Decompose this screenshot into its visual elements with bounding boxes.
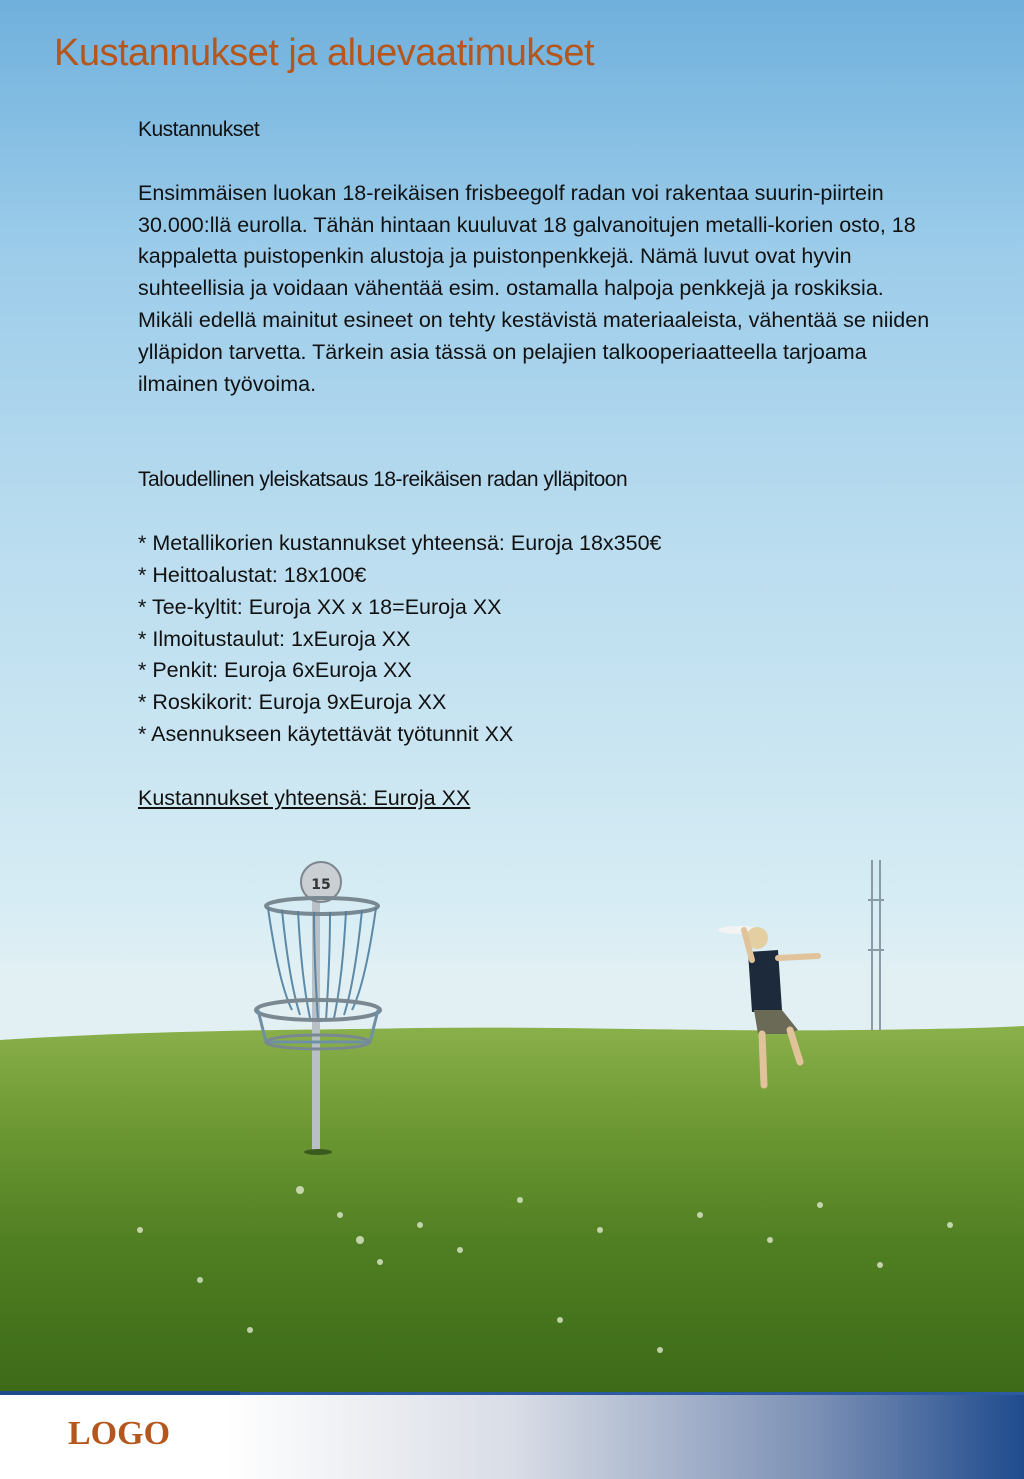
overview-heading: Taloudellinen yleiskatsaus 18-reikäisen radan ylläpitoon	[138, 468, 628, 492]
costs-paragraph: Ensimmäisen luokan 18-reikäisen frisbeegolf radan voi rakentaa suurin-piirtein 30.000:llä eurolla. Tähän hintaan kuuluvat 18 galvanoitujen metalli-korien osto, 18 kappaletta puistopenkin alustoja ja puistonpenkkejä. Nämä luvut ovat hyvin suhteellisia ja voidaan vähentää esim. ostamalla halpoja penkkejä ja roskiksia. Mikäli edellä mainitut esineet on tehty kestävistä materiaaleista, vähentää se niiden ylläpidon tarvetta. Tärkein asia tässä on pelajien talkooperiaatteella tarjoama ilmainen työvoima.	[138, 180, 930, 396]
main-content	[138, 114, 938, 815]
list-item: * Ilmoitustaulut: 1xEuroja XX	[138, 626, 411, 651]
costs-heading: Kustannukset	[138, 118, 260, 141]
list-item: * Metallikorien kustannukset yhteensä: Euroja 18x350€	[138, 531, 662, 556]
list-item: * Tee-kyltit: Euroja XX x 18=Euroja XX	[138, 594, 502, 619]
basket-number: 15	[311, 877, 331, 893]
list-item: * Penkit: Euroja 6xEuroja XX	[138, 658, 412, 683]
costs-total: Kustannukset yhteensä: Euroja XX	[138, 785, 471, 810]
list-item: * Roskikorit: Euroja 9xEuroja XX	[138, 690, 447, 715]
list-item: * Asennukseen käytettävät työtunnit XX	[138, 721, 514, 746]
cost-items-list	[138, 528, 938, 751]
list-item: * Heittoalustat: 18x100€	[138, 562, 367, 587]
radio-mast	[868, 860, 884, 1030]
logo: LOGO	[68, 1415, 171, 1452]
grass-field	[0, 1026, 1024, 1395]
page-title: Kustannukset ja aluevaatimukset	[54, 32, 595, 74]
